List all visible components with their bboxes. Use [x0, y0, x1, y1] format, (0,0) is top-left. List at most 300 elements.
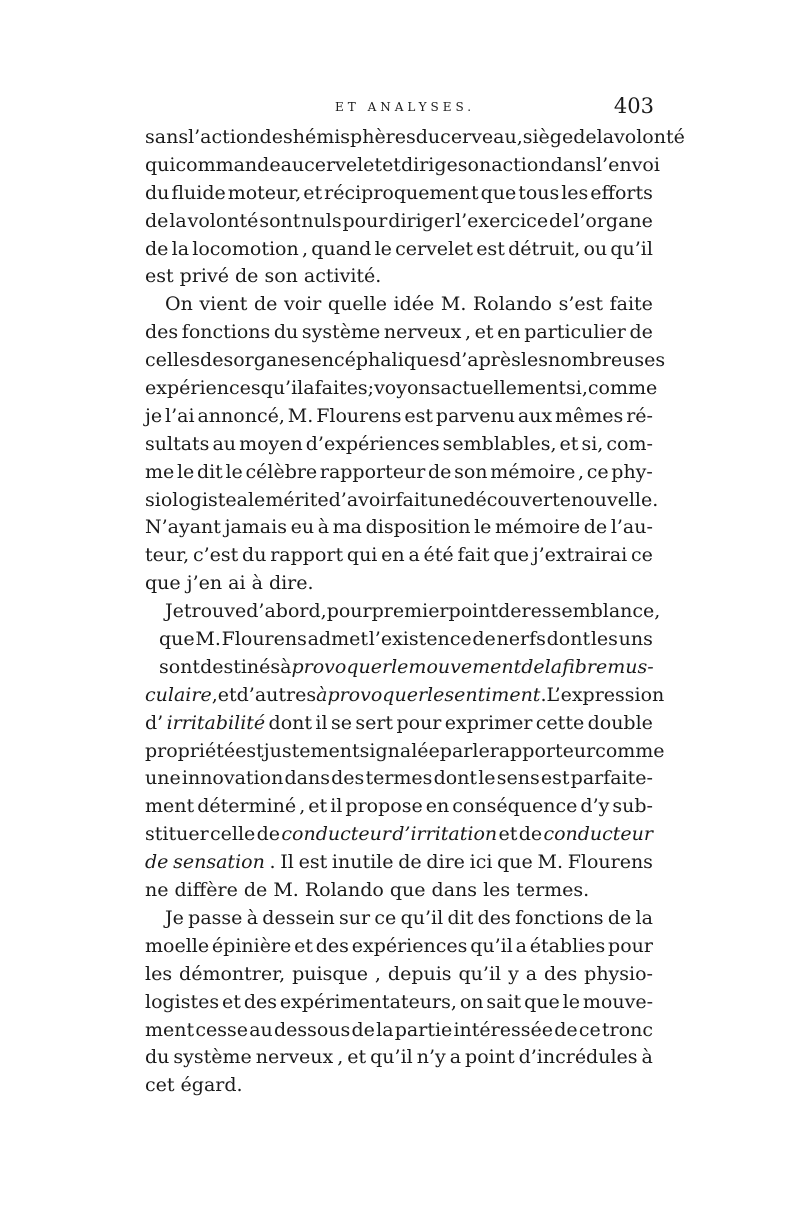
word: déterminé — [197, 795, 297, 818]
word: nerveux — [255, 1046, 334, 1069]
word: de — [398, 851, 422, 874]
word: au — [280, 153, 305, 176]
word: qu’il — [370, 1046, 413, 1069]
text-line — [145, 487, 659, 515]
word: double — [587, 711, 653, 734]
word: il — [315, 711, 328, 734]
word: action — [491, 153, 551, 176]
word: est — [235, 739, 264, 762]
word: de — [554, 1018, 578, 1041]
word: cette — [535, 711, 585, 734]
word: été — [423, 544, 454, 567]
word: de — [145, 209, 169, 232]
word: découverte — [463, 488, 571, 511]
word: Je — [165, 600, 184, 623]
word: ma — [332, 516, 362, 539]
body-text — [145, 124, 685, 1100]
word: à — [280, 655, 292, 678]
word: fait — [457, 544, 490, 567]
word: en — [381, 544, 405, 567]
word: du — [145, 1046, 170, 1069]
word: que — [480, 181, 517, 204]
word: exprimer — [444, 711, 533, 734]
word: détruit, — [508, 237, 581, 260]
word: ré- — [626, 404, 653, 427]
word: le — [247, 488, 266, 511]
word: , — [581, 377, 588, 400]
word: et — [474, 321, 494, 344]
word: fonctions — [181, 321, 271, 344]
word: stituer — [145, 823, 209, 846]
word: . — [540, 683, 547, 706]
word: a — [303, 377, 315, 400]
word: hémisphères — [292, 126, 416, 148]
word: des — [477, 906, 511, 929]
word: et — [498, 823, 518, 846]
word: d’y — [580, 795, 610, 818]
word: expérimentateurs, — [279, 990, 457, 1013]
word: dit — [196, 460, 223, 483]
text-line — [145, 849, 653, 877]
word: des — [331, 767, 365, 790]
text-line — [145, 793, 653, 821]
word: du — [242, 544, 267, 567]
text-line — [145, 1072, 653, 1100]
word: tronc — [601, 1018, 653, 1041]
word: M. — [195, 628, 221, 651]
word: , — [301, 237, 308, 260]
italic-word: la — [544, 655, 563, 678]
word: n’y — [416, 1046, 446, 1069]
word: dans — [550, 153, 597, 176]
word: pour — [342, 209, 388, 232]
word: sert — [355, 711, 394, 734]
word: . — [269, 851, 276, 874]
word: du — [273, 321, 299, 344]
word: des — [145, 321, 179, 344]
word: propose — [345, 795, 423, 818]
word: siologiste — [145, 488, 237, 511]
italic-word: conducteur — [543, 823, 653, 846]
word: commande — [175, 153, 281, 176]
word: a — [525, 962, 538, 985]
word: la — [635, 906, 653, 929]
word: et — [382, 153, 401, 176]
word: faite — [609, 293, 653, 316]
text-line — [145, 905, 653, 933]
word: mémoire — [490, 460, 576, 483]
word: et — [294, 934, 313, 957]
word: moyen — [239, 432, 303, 455]
word: d’ — [145, 711, 164, 734]
word: diriger — [388, 209, 455, 232]
word: système — [301, 321, 381, 344]
word: N’ayant — [145, 516, 221, 539]
word: uns — [618, 628, 653, 651]
word: des — [544, 962, 578, 985]
word: au — [249, 1018, 273, 1041]
text-line — [145, 152, 660, 180]
text-line — [145, 124, 685, 152]
word: sub- — [612, 795, 653, 818]
word: son — [454, 460, 488, 483]
word: dessous — [273, 1018, 351, 1041]
word: rapporteur — [489, 739, 596, 762]
word: efforts — [590, 181, 653, 204]
word: quand — [311, 237, 372, 260]
word: dont — [433, 767, 478, 790]
word: volonté — [187, 209, 259, 232]
page-number: 403 — [613, 94, 654, 118]
page-header — [145, 96, 654, 122]
word: de — [583, 516, 608, 539]
text-line — [145, 710, 653, 738]
word: Il — [280, 851, 294, 874]
word: des — [200, 349, 234, 372]
word: phy- — [611, 460, 653, 483]
word: cervelet — [395, 237, 474, 260]
word: rapporteur — [319, 460, 426, 483]
word: qu’il — [470, 934, 513, 957]
text-line — [145, 877, 653, 905]
word: destinés — [200, 655, 281, 678]
text-line — [145, 598, 661, 626]
word: comme — [587, 377, 658, 400]
italic-word: irritabilité — [166, 711, 266, 734]
word: qui — [346, 544, 378, 567]
word: trouve — [183, 600, 247, 623]
word: L’expression — [546, 683, 665, 706]
word: qui — [145, 153, 176, 176]
word: pour — [326, 600, 372, 623]
text-line — [145, 989, 653, 1017]
word: eu — [290, 516, 315, 539]
word: de — [498, 600, 522, 623]
word: moelle — [145, 934, 210, 957]
word: nerfs — [496, 628, 546, 651]
word: à — [246, 906, 259, 929]
word: au — [212, 432, 237, 455]
word: sultats — [145, 432, 210, 455]
word: intéressée — [453, 1018, 553, 1041]
word: sansl’action — [145, 126, 260, 148]
word: fluide — [171, 181, 226, 204]
word: l’envoi — [596, 153, 660, 176]
text-line — [145, 570, 653, 598]
word: de — [472, 628, 496, 651]
word: les — [520, 349, 548, 372]
word: de — [607, 906, 632, 929]
word: , — [211, 683, 218, 706]
italic-word: sensation — [173, 851, 265, 874]
word: locomotion — [192, 237, 299, 260]
text-line — [145, 682, 665, 710]
text-line — [145, 514, 653, 542]
italic-word: mouvement — [408, 655, 522, 678]
word: les — [590, 628, 618, 651]
word: disposition — [365, 516, 471, 539]
word: voyons — [374, 377, 441, 400]
word: tous — [518, 181, 560, 204]
word: dessein — [262, 906, 335, 929]
word: Flourens — [316, 404, 402, 427]
text-line — [145, 403, 653, 431]
word: jamais — [224, 516, 287, 539]
word: puisque — [292, 962, 368, 985]
word: rapport — [270, 544, 344, 567]
word: ce — [586, 460, 609, 483]
word: celles — [145, 349, 201, 372]
italic-word: d’irritation — [392, 823, 498, 846]
italic-word: provoquer — [291, 655, 392, 678]
word: à — [317, 516, 330, 539]
word: dit — [447, 906, 474, 929]
word: sont — [159, 655, 201, 678]
word: a — [408, 544, 420, 567]
word: des — [243, 990, 278, 1013]
word: Flourens — [221, 628, 307, 651]
word: et — [303, 181, 323, 204]
word: dirige — [400, 153, 458, 176]
word: idée — [393, 293, 435, 316]
word: à — [641, 1046, 653, 1069]
word: le — [562, 990, 580, 1013]
word: d’avoir — [328, 488, 396, 511]
word: qu’il — [400, 906, 444, 929]
italic-word: fibre — [562, 655, 608, 678]
word: on — [459, 990, 484, 1013]
word: sens — [496, 767, 540, 790]
text-segment: cet égard. — [145, 1074, 243, 1097]
word: le — [176, 460, 195, 483]
word: expériences — [145, 377, 261, 400]
word: démontrer, — [179, 962, 286, 985]
word: signalée — [359, 739, 440, 762]
text-line — [145, 291, 653, 319]
word: celle — [210, 823, 256, 846]
text-line — [145, 654, 653, 682]
text-line — [145, 236, 653, 264]
word: le — [472, 739, 490, 762]
word: Je — [165, 906, 184, 929]
word: logistes — [145, 990, 220, 1013]
word: les — [561, 181, 589, 204]
word: point — [465, 1046, 515, 1069]
word: ment — [145, 795, 195, 818]
word: l’ai — [165, 404, 195, 427]
word: passe — [188, 906, 243, 929]
word: fonctions — [515, 906, 604, 929]
word: , — [578, 460, 585, 483]
word: particulier — [524, 321, 626, 344]
word: a — [515, 934, 527, 957]
word: nombreuses — [547, 349, 666, 372]
word: la — [376, 1018, 394, 1041]
word: qu’il — [610, 237, 653, 260]
word: ce — [578, 1018, 601, 1041]
word: pour — [608, 934, 653, 957]
word: , — [299, 795, 306, 818]
word: de — [518, 823, 543, 846]
word: l’existence — [368, 628, 472, 651]
word: d’abord — [246, 600, 321, 623]
word: d’autres — [236, 683, 317, 706]
word: de — [428, 460, 452, 483]
word: , — [374, 962, 381, 985]
word: me — [145, 460, 175, 483]
word: M. — [537, 851, 563, 874]
text-line — [145, 1017, 653, 1045]
italic-word: le — [391, 655, 409, 678]
word: la — [169, 209, 187, 232]
word: termes — [365, 767, 433, 790]
word: c’est — [192, 544, 239, 567]
word: ce — [374, 906, 397, 929]
word: que — [524, 990, 560, 1013]
word: nouvelle. — [570, 488, 659, 511]
italic-word: conducteur — [281, 823, 391, 846]
text-line — [145, 765, 653, 793]
word: qu’il — [260, 377, 304, 400]
word: inutile — [331, 851, 394, 874]
word: aux — [517, 404, 553, 427]
word: si — [566, 377, 582, 400]
word: faites — [314, 377, 368, 400]
word: comme — [595, 739, 665, 762]
word: , — [654, 600, 661, 623]
word: Flourens — [567, 851, 653, 874]
text-segment: est privé de son activité. — [145, 265, 382, 288]
word: propriété — [145, 739, 236, 762]
word: siège — [522, 126, 574, 148]
word: des — [259, 126, 293, 148]
word: que — [493, 544, 529, 567]
word: nerveux — [383, 321, 462, 344]
word: vient — [199, 293, 248, 316]
word: est — [476, 237, 505, 260]
word: moteur, — [227, 181, 302, 204]
word: physio- — [584, 962, 653, 985]
text-line — [145, 1044, 653, 1072]
word: cervelet — [304, 153, 383, 176]
word: s’est — [558, 293, 603, 316]
text-line — [145, 180, 653, 208]
italic-word: le — [427, 683, 445, 706]
word: expériences — [351, 934, 468, 957]
word: M. — [287, 404, 314, 427]
word: encéphaliques — [310, 349, 450, 372]
word: dont — [546, 628, 591, 651]
word: système — [173, 1046, 252, 1069]
word: M. — [440, 293, 467, 316]
text-line — [145, 626, 653, 654]
text-line — [145, 375, 658, 403]
word: parvenu — [435, 404, 515, 427]
word: que — [159, 628, 195, 651]
word: Rolando — [472, 293, 552, 316]
word: de — [145, 237, 169, 260]
word: et — [347, 1046, 367, 1069]
word: mérite — [265, 488, 329, 511]
word: que — [497, 851, 533, 874]
word: sur — [339, 906, 371, 929]
word: d’expériences — [305, 432, 440, 455]
word: , — [320, 600, 327, 623]
word: établies — [529, 934, 606, 957]
word: quelle — [327, 293, 387, 316]
word: le — [478, 767, 496, 790]
word: y — [508, 962, 519, 985]
word: de — [573, 126, 597, 148]
word: mémoire — [495, 516, 581, 539]
word: a — [449, 1046, 462, 1069]
word: le — [474, 516, 492, 539]
word: le — [225, 460, 243, 483]
word: ou — [583, 237, 608, 260]
word: d’incrédules — [518, 1046, 638, 1069]
word: les — [145, 962, 173, 985]
word: d’après — [449, 349, 521, 372]
word: mouve- — [582, 990, 653, 1013]
italic-word: de — [521, 655, 545, 678]
text-line — [145, 459, 653, 487]
word: point — [448, 600, 499, 623]
word: du — [415, 126, 441, 148]
text-line — [145, 319, 653, 347]
word: a — [236, 488, 248, 511]
word: en — [497, 321, 521, 344]
word: épinière — [211, 934, 292, 957]
text-line — [145, 961, 653, 989]
word: justement — [263, 739, 360, 762]
text-line — [145, 738, 665, 766]
word: parfaite- — [570, 767, 653, 790]
word: la — [171, 237, 190, 260]
word: actuellement — [440, 377, 567, 400]
word: dans — [284, 767, 330, 790]
word: , — [465, 321, 472, 344]
text-line — [145, 821, 653, 849]
word: organes — [233, 349, 311, 372]
word: pour — [396, 711, 442, 734]
word: cerveau — [440, 126, 517, 148]
word: innovation — [181, 767, 284, 790]
word: ce — [631, 544, 653, 567]
italic-word: culaire — [145, 683, 212, 706]
word: ici — [469, 851, 493, 874]
word: et — [308, 795, 328, 818]
word: admet — [307, 628, 368, 651]
word: par — [439, 739, 473, 762]
word: partie — [394, 1018, 453, 1041]
word: je — [145, 404, 163, 427]
word: célèbre — [245, 460, 318, 483]
word: il — [330, 795, 343, 818]
text-line — [145, 347, 666, 375]
word: dire — [426, 851, 465, 874]
word: et — [559, 432, 579, 455]
word: des — [315, 934, 349, 957]
running-head: ET ANALYSES. — [335, 100, 476, 114]
text-line — [145, 933, 653, 961]
word: est — [298, 851, 328, 874]
word: une — [145, 767, 181, 790]
word: l’au- — [610, 516, 653, 539]
word: du — [145, 181, 170, 204]
word: est — [540, 767, 570, 790]
word: j’extrairai — [532, 544, 628, 567]
word: qu’il — [458, 962, 502, 985]
